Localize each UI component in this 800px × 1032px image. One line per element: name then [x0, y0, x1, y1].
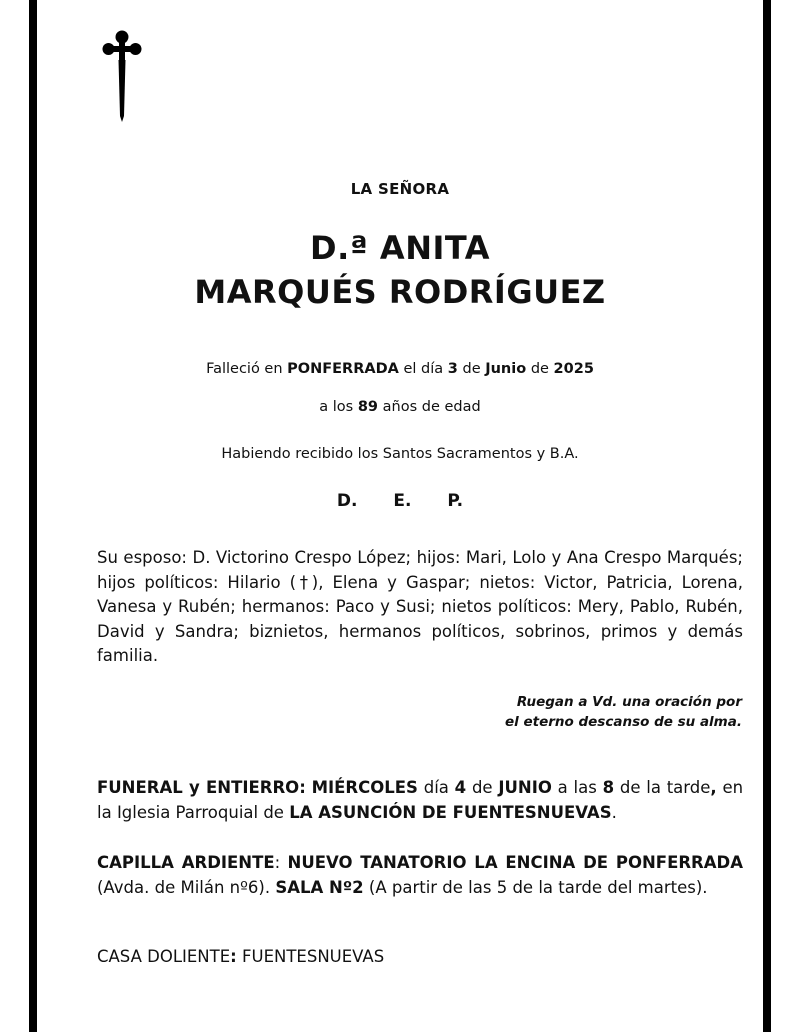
funeral-text-1: día	[423, 778, 449, 797]
funeral-hour: 8	[602, 778, 615, 797]
funeral-text-5: en la Iglesia Parroquial de	[97, 778, 744, 822]
capilla-place: NUEVO TANATORIO LA ENCINA DE PONFERRADA	[287, 853, 743, 872]
funeral-weekday: MIÉRCOLES	[311, 778, 418, 797]
death-info	[60, 361, 740, 377]
death-year: 2025	[553, 361, 594, 377]
deceased-name	[60, 226, 740, 314]
capilla-paragraph	[97, 851, 743, 900]
age-prefix: a los	[319, 399, 354, 415]
capilla-room: SALA Nº2	[275, 877, 364, 897]
casa-paragraph	[97, 945, 743, 970]
age-info	[60, 399, 740, 415]
casa-colon: :	[230, 947, 237, 966]
sacraments-text: Habiendo recibido los Santos Sacramentos y B.A.	[221, 446, 579, 462]
death-day: 3	[447, 361, 458, 377]
died-prefix: Falleció en	[206, 361, 283, 377]
name-line-1: D.ª ANITA	[310, 229, 490, 267]
death-place: PONFERRADA	[287, 361, 399, 377]
funeral-text-4: de la tarde	[619, 778, 711, 797]
funeral-month: JUNIO	[498, 778, 552, 797]
title-label: LA SEÑORA	[350, 180, 450, 198]
family-paragraph: Su esposo: D. Victorino Crespo López; hijos: Mari, Lolo y Ana Crespo Marqués; hijos políticos: Hilario (†), Elena y Gaspar; nietos: Victor, Patricia, Lorena, Vanesa y Rubén; hermanos: Paco y Susi; nietos políticos: Mery, Pablo, Rubén, David y Sandra; biznietos, hermanos políticos, sobrinos, primos y demás familia.	[97, 548, 743, 665]
funeral-comma: ,	[710, 778, 717, 797]
capilla-colon: :	[274, 853, 281, 872]
funeral-label: FUNERAL y ENTIERRO:	[97, 778, 306, 797]
funeral-text-2: de	[471, 778, 493, 797]
funeral-church: LA ASUNCIÓN DE FUENTESNUEVAS	[289, 802, 612, 822]
prayer-text	[400, 692, 742, 732]
of-2: de	[530, 361, 549, 377]
name-line-2: MARQUÉS RODRÍGUEZ	[194, 273, 606, 311]
capilla-note: (A partir de las 5 de la tarde del martes).	[368, 877, 708, 897]
of-1: de	[462, 361, 481, 377]
casa-place: FUENTESNUEVAS	[242, 947, 385, 966]
capilla-address: (Avda. de Milán nº6).	[97, 877, 271, 897]
day-prefix: el día	[403, 361, 444, 377]
capilla-label: CAPILLA ARDIENTE	[97, 853, 275, 872]
prayer-line-1: Ruegan a Vd. una oración por	[516, 694, 742, 710]
right-border	[763, 0, 771, 1032]
left-border	[29, 0, 37, 1032]
casa-label: CASA DOLIENTE	[97, 947, 231, 966]
prayer-line-2: el eterno descanso de su alma.	[505, 714, 742, 730]
age-value: 89	[357, 399, 379, 415]
dep-label: D. E. P.	[336, 491, 464, 511]
funeral-period: .	[611, 802, 617, 822]
death-month: Junio	[485, 361, 527, 377]
funeral-text-3: a las	[557, 778, 597, 797]
age-suffix: años de edad	[382, 399, 481, 415]
funeral-paragraph	[97, 776, 743, 825]
dagger-cross-icon	[100, 28, 144, 123]
funeral-day: 4	[454, 778, 467, 797]
